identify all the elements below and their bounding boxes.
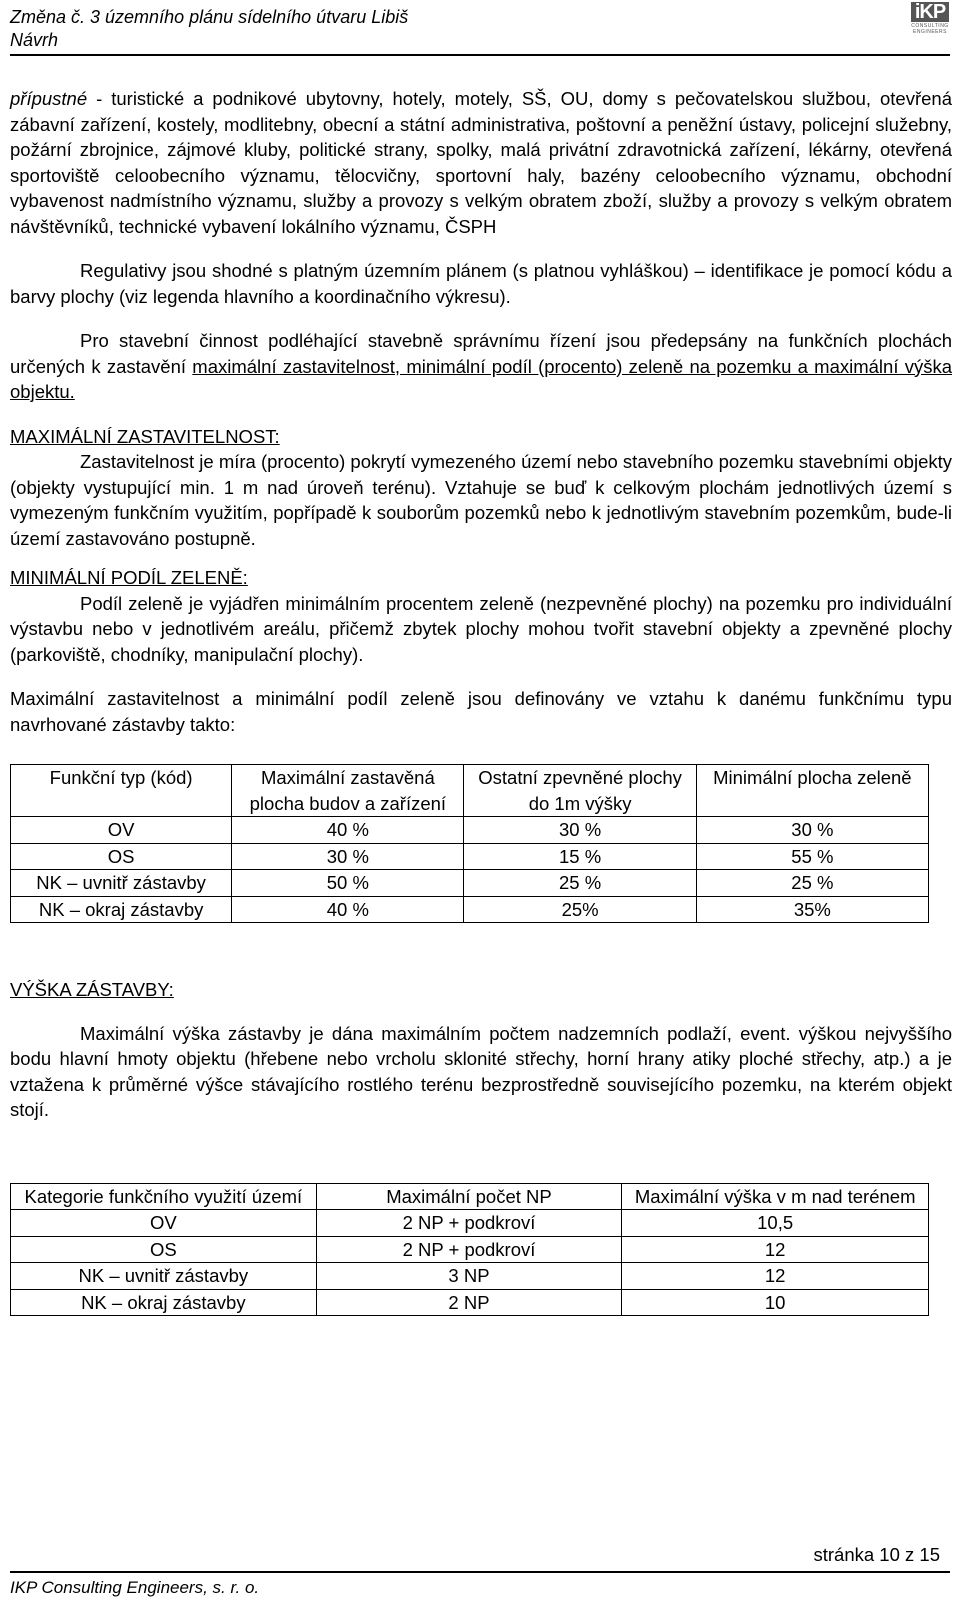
- table-cell: 55 %: [696, 843, 928, 870]
- table-cell: OV: [11, 817, 232, 844]
- heading-max-zastavitelnost: MAXIMÁLNÍ ZASTAVITELNOST:: [10, 425, 280, 447]
- table-cell: 35%: [696, 896, 928, 923]
- header-title: Změna č. 3 územního plánu sídelního útvaru Libiš: [10, 7, 409, 27]
- table-cell: OV: [11, 1210, 317, 1237]
- header-divider: [10, 54, 950, 56]
- table-header-cell: Kategorie funkčního využití území: [11, 1183, 317, 1210]
- stavebni-cinnost-underlined: maximální zastavitelnost, minimální podíl (procento) zeleně na pozemku a maximální výška objektu.: [10, 355, 953, 402]
- table-row: [11, 896, 929, 923]
- table-cell: NK – okraj zástavby: [11, 1289, 317, 1316]
- table-row: [11, 1236, 929, 1263]
- table-cell: 30 %: [464, 817, 696, 844]
- table-cell: 10,5: [622, 1210, 929, 1237]
- logo-sub2: ENGINEERS: [913, 29, 947, 35]
- page-header: [10, 0, 950, 56]
- heading-vyska-zastavby: VÝŠKA ZÁSTAVBY:: [10, 979, 174, 1000]
- table-row: [11, 1289, 929, 1316]
- table-cell: 3 NP: [316, 1263, 622, 1290]
- paragraph-definice: Maximální zastavitelnost a minimální podíl zeleně jsou definovány ve vztahu k danému funkčnímu typu navrhované zástavby takto:: [10, 688, 952, 735]
- table-cell: 30 %: [232, 843, 464, 870]
- table-header-row: [11, 1183, 929, 1210]
- table-cell: OS: [11, 843, 232, 870]
- table-cell: 15 %: [464, 843, 696, 870]
- table-vyska: [10, 1183, 929, 1317]
- paragraph-min-podil-zelene: Podíl zeleně je vyjádřen minimálním procentem zeleně (nezpevněné plochy) na pozemku pro individuální výstavbu nebo v jednotlivém areálu, přičemž zbytek plochy mohou tvořit stavební objekty a zpevněné plochy (parkoviště, chodníky, manipulační plochy).: [10, 592, 952, 665]
- table-cell: 2 NP + podkroví: [316, 1210, 622, 1237]
- footer-divider: [10, 1571, 950, 1573]
- table-cell: 25 %: [696, 870, 928, 897]
- table-cell: NK – okraj zástavby: [11, 896, 232, 923]
- table-header-cell: Maximální počet NP: [316, 1183, 622, 1210]
- table-cell: 40 %: [232, 896, 464, 923]
- table-header-cell: Funkční typ (kód): [11, 765, 232, 817]
- table-cell: 12: [622, 1236, 929, 1263]
- table-header-cell: Ostatní zpevněné plochy do 1m výšky: [464, 765, 696, 817]
- table-row: [11, 1263, 929, 1290]
- prispustne-label: přípustné: [10, 88, 88, 109]
- table-cell: 2 NP: [316, 1289, 622, 1316]
- table-row: [11, 843, 929, 870]
- page-number: stránka 10 z 15: [813, 1544, 940, 1565]
- table-cell: 25 %: [464, 870, 696, 897]
- table-cell: 25%: [464, 896, 696, 923]
- paragraph-stavebni-cinnost: [10, 328, 952, 405]
- document-body: [10, 86, 952, 1316]
- stavebni-cinnost-text: Pro stavební činnost podléhající stavebně správnímu řízení jsou předepsány na funkčních plochách určených k zastavění: [10, 330, 952, 377]
- table-cell: 40 %: [232, 817, 464, 844]
- company-logo: [910, 2, 950, 36]
- table-row: [11, 1210, 929, 1237]
- heading-min-podil-zelene: MINIMÁLNÍ PODÍL ZELENĚ:: [10, 567, 248, 588]
- paragraph-vyska-zastavby: Maximální výška zástavby je dána maximálním počtem nadzemních podlaží, event. výškou nejvyššího bodu hlavní hmoty objektu (hřebene nebo vrcholu sklonité střechy, horní hrany atiky ploché střechy, atp.) a je vztažena k průměrné výšce stávajícího rostlého terénu bezprostředně souvisejícího pozemku, na kterém objekt stojí.: [10, 1022, 952, 1120]
- table-header-row: [11, 765, 929, 817]
- table-header-cell: Minimální plocha zeleně: [696, 765, 928, 817]
- table-header-cell: Maximální výška v m nad terénem: [622, 1183, 929, 1210]
- paragraph-regulativy: Regulativy jsou shodné s platným územním plánem (s platnou vyhláškou) – identifikace je pomocí kódu a barvy plochy (viz legenda hlavního a koordinačního výkresu).: [10, 260, 952, 307]
- table-row: [11, 817, 929, 844]
- table-cell: NK – uvnitř zástavby: [11, 870, 232, 897]
- prispustne-text: - turistické a podnikové ubytovny, hotely, motely, SŠ, OU, domy s pečovatelskou službou, otevřená zábavní zařízení, kostely, modlitebny, obecní a státní administrativa, poštovní a peněžní ústavy, policejní služebny, požární zbrojnice, zájmové kluby, politické strany, spolky, malá privátní zdravotnická zařízení, lékárny, otevřená sportoviště celoobecního významu, tělocvičny, sportovní haly, bazény celoobecního významu, obchodní vybavenost nadmístního významu, služby a provozy s velkým obratem zboží, služby a provozy s velkým obratem návštěvníků, technické vybavení lokálního významu, ČSPH: [10, 88, 952, 237]
- header-subtitle: Návrh: [10, 30, 59, 50]
- table-cell: 10: [622, 1289, 929, 1316]
- paragraph-prispustne: [10, 86, 952, 239]
- table-cell: NK – uvnitř zástavby: [11, 1263, 317, 1290]
- table-header-cell: Maximální zastavěná plocha budov a zařízení: [232, 765, 464, 817]
- logo-mark: iKP: [911, 2, 949, 22]
- table-cell: 2 NP + podkroví: [316, 1236, 622, 1263]
- paragraph-max-zastavitelnost: Zastavitelnost je míra (procento) pokrytí vymezeného území nebo stavebního pozemku stavebními objekty (objekty vystupující min. 1 m nad úroveň terénu). Vztahuje se buď k celkovým plochám jednotlivých území s vymezeným funkčním využitím, popřípadě k souborům pozemků nebo k jednotlivým stavebním pozemkům, bude-li území zastavováno postupně.: [10, 451, 952, 549]
- table-cell: OS: [11, 1236, 317, 1263]
- logo-sub1: CONSULTING: [911, 23, 949, 29]
- table-cell: 50 %: [232, 870, 464, 897]
- table-cell: 30 %: [696, 817, 928, 844]
- table-cell: 12: [622, 1263, 929, 1290]
- footer-company: IKP Consulting Engineers, s. r. o.: [10, 1578, 260, 1597]
- table-zastavitelnost: [10, 764, 929, 923]
- table-row: [11, 870, 929, 897]
